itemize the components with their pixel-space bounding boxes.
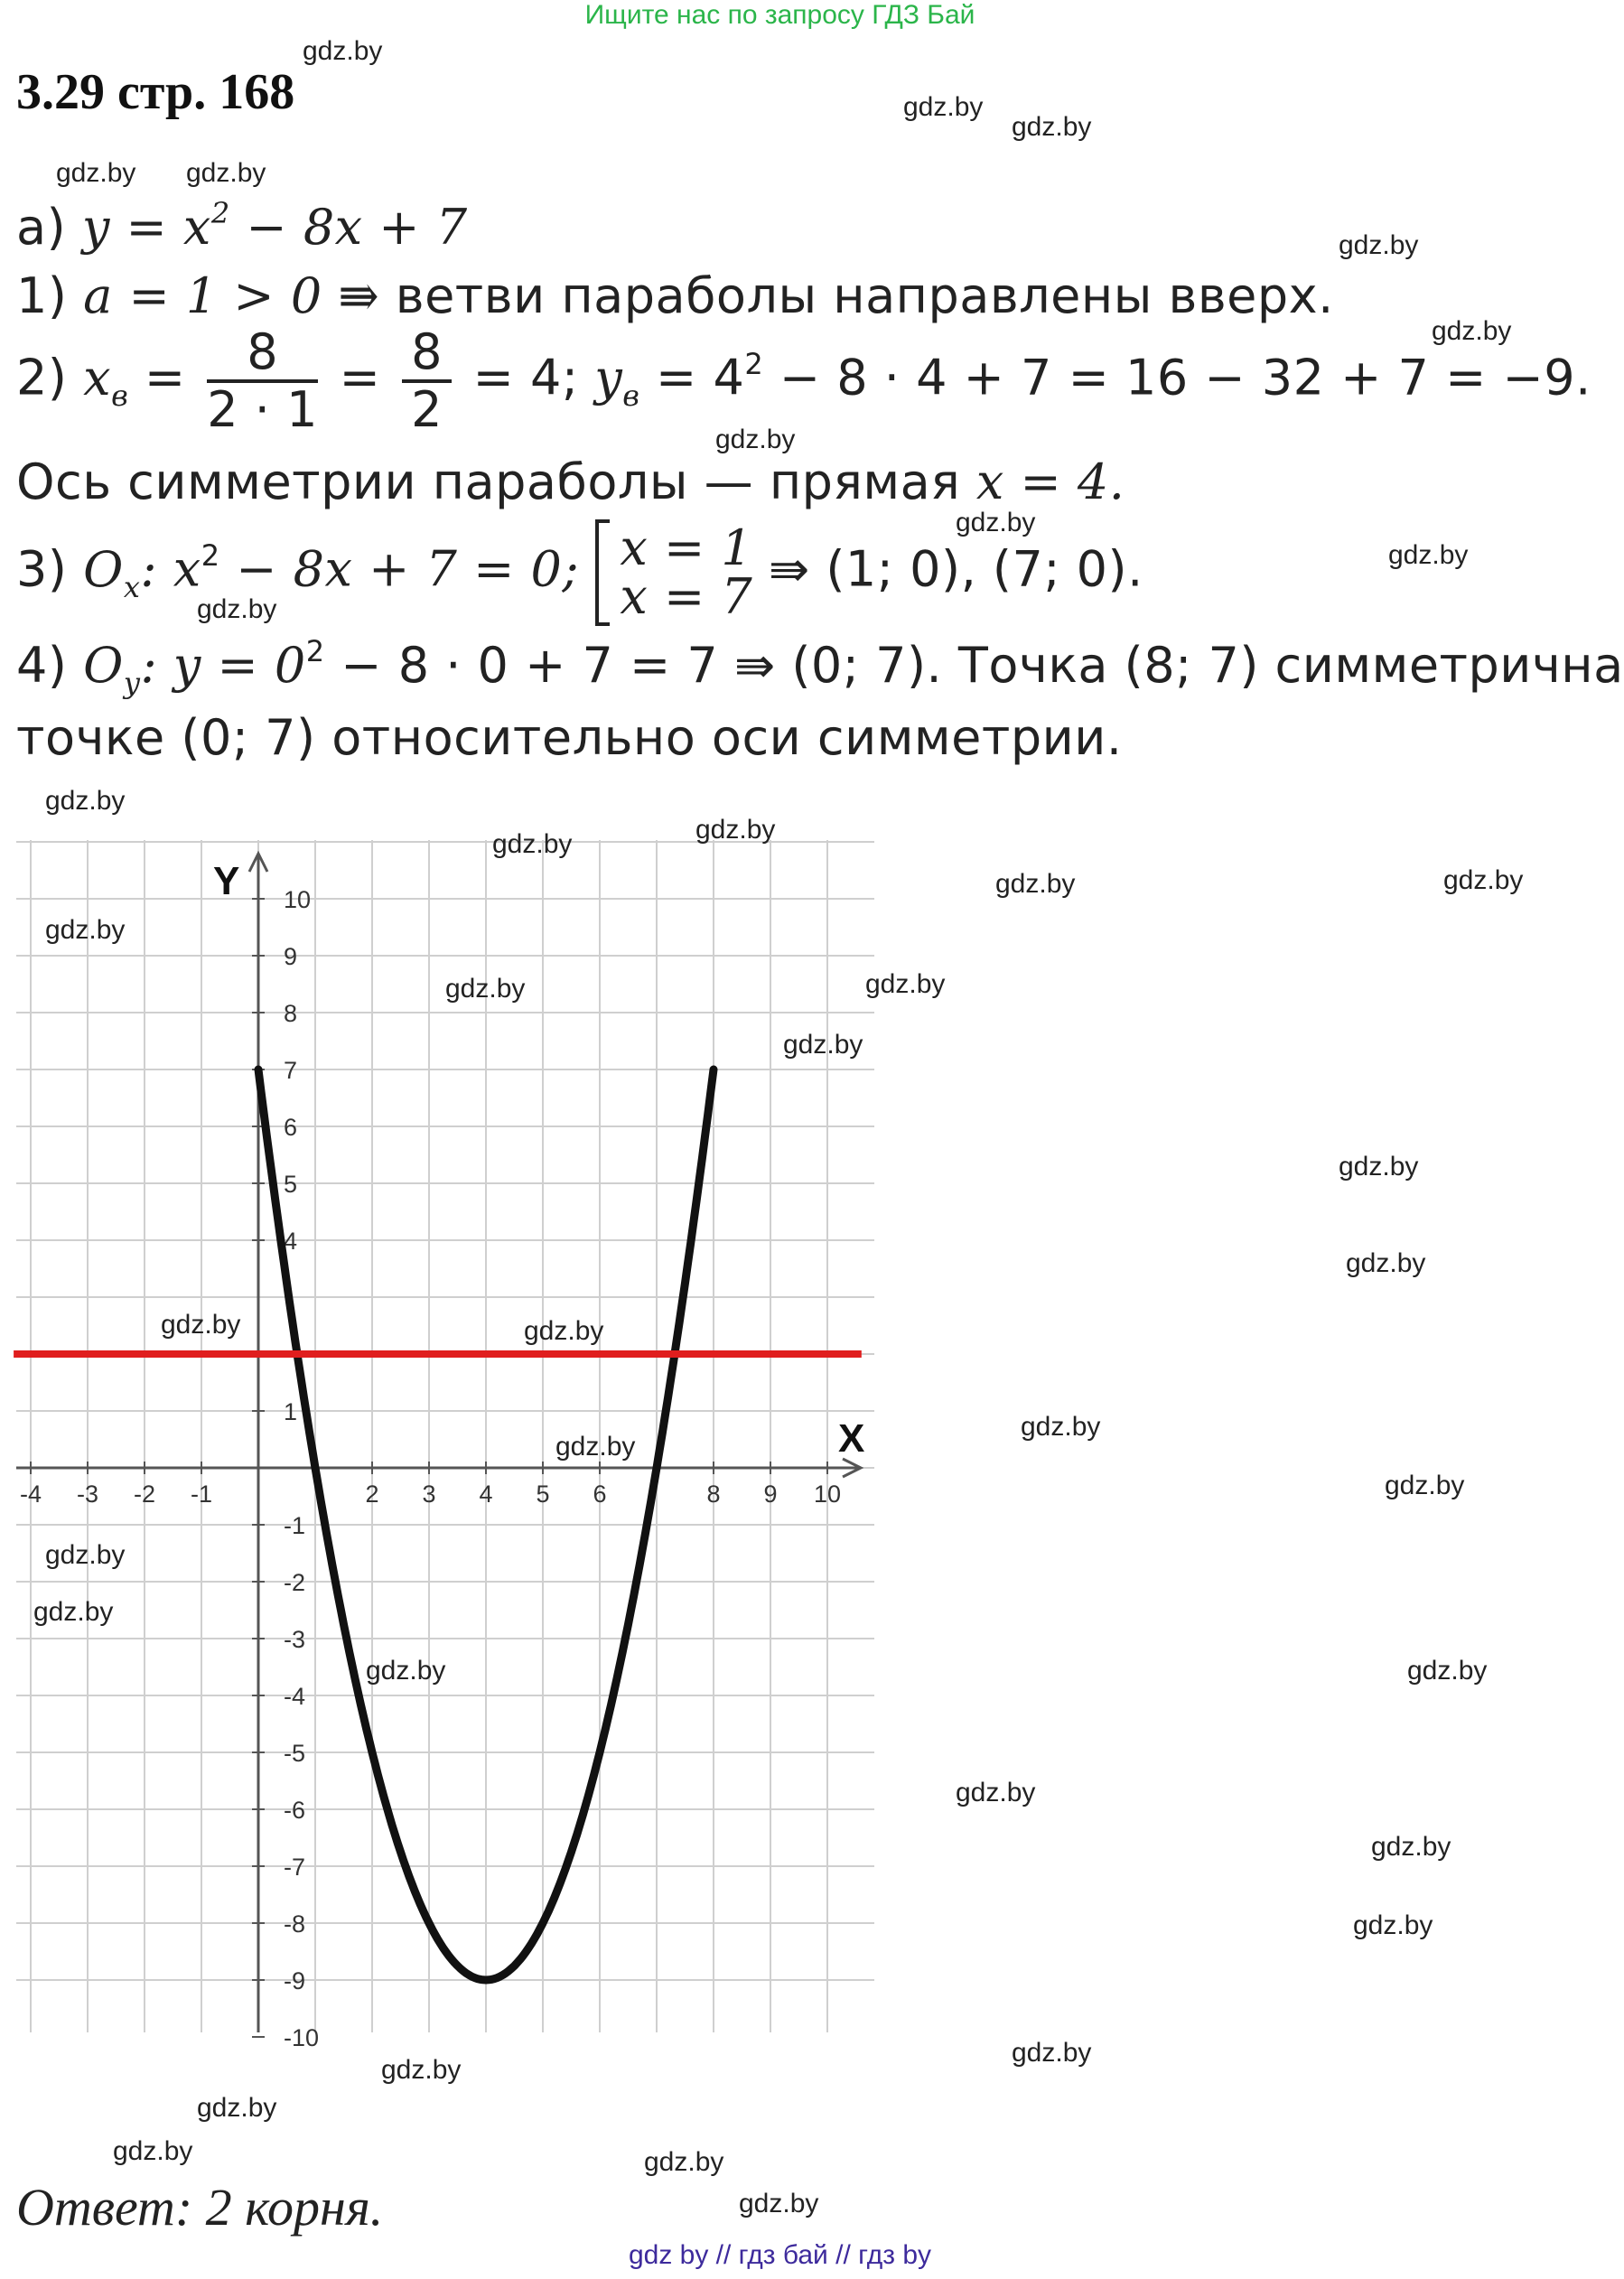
watermark: gdz.by bbox=[56, 158, 136, 188]
y-tick-label: -9 bbox=[284, 1967, 306, 1994]
ox-eq: : x bbox=[140, 540, 201, 598]
answer: Ответ: 2 корня. bbox=[16, 2178, 384, 2237]
equation-line-a bbox=[16, 196, 468, 256]
watermark: gdz.by bbox=[783, 1030, 863, 1060]
y-tick-label: 1 bbox=[284, 1398, 298, 1425]
x-tick-label: -2 bbox=[133, 1480, 156, 1508]
parabola-graph bbox=[16, 840, 883, 2051]
watermark: gdz.by bbox=[865, 969, 946, 999]
x-tick-label: 5 bbox=[536, 1480, 550, 1508]
watermark: gdz.by bbox=[524, 1316, 604, 1346]
grid bbox=[16, 840, 874, 2032]
y-tick-label: 8 bbox=[284, 1000, 298, 1027]
fraction-2: $\frac{8}{2}$ bbox=[402, 325, 452, 437]
step-3-number: 3) bbox=[16, 540, 84, 598]
y-tick-label: -8 bbox=[284, 1910, 306, 1938]
ox-eq-rest: − 8x + 7 = 0; bbox=[219, 540, 580, 598]
step-4: 4) $O_y$: $y = 0^2 - 8 \cdot 0 + 7 = 7$ ⇛ (0; 7). Точка (8; 7) симметрична bbox=[16, 634, 1624, 700]
step-3: 3) $O_x$: $x^2 - 8x + 7 = 0$; x = 1 x = 7 ⇛ (1; 0), (7; 0). bbox=[16, 519, 1143, 625]
x-tick-label: -1 bbox=[190, 1480, 213, 1508]
step-1 bbox=[16, 267, 1334, 324]
watermark: gdz.by bbox=[445, 974, 526, 1004]
watermark: gdz.by bbox=[903, 92, 984, 122]
y-tick-label: 6 bbox=[284, 1114, 298, 1141]
watermark: gdz.by bbox=[1388, 540, 1469, 570]
oy-rest: − 8 · 0 + 7 = 7 ⇛ (0; 7). Точка (8; 7) симметрична bbox=[324, 637, 1624, 694]
x-tick-label: 8 bbox=[706, 1480, 721, 1508]
watermark: gdz.by bbox=[45, 786, 126, 816]
watermark: gdz.by bbox=[113, 2136, 193, 2166]
y-axis-label: Y bbox=[213, 859, 240, 903]
watermark: gdz.by bbox=[1385, 1471, 1465, 1500]
x-tick-label: 6 bbox=[593, 1480, 607, 1508]
watermark: gdz.by bbox=[1353, 1910, 1433, 1940]
watermark: gdz.by bbox=[197, 2093, 277, 2123]
y-tick-label: 10 bbox=[284, 886, 312, 913]
x-axis-label: X bbox=[838, 1416, 865, 1461]
system-bracket bbox=[595, 519, 610, 626]
watermark: gdz.by bbox=[956, 508, 1036, 537]
watermark: gdz.by bbox=[1371, 1832, 1451, 1862]
y-tick-label: 9 bbox=[284, 943, 298, 970]
watermark: gdz.by bbox=[695, 815, 776, 845]
watermark: gdz.by bbox=[303, 36, 383, 66]
step-1-math: a = 1 > 0 ⇛ bbox=[83, 267, 380, 324]
x-tick-label: 9 bbox=[763, 1480, 778, 1508]
ox-label: $O_x$ bbox=[83, 540, 141, 604]
watermark: gdz.by bbox=[33, 1597, 114, 1627]
y-tick-label: -7 bbox=[284, 1854, 306, 1881]
watermark: gdz.by bbox=[161, 1310, 241, 1340]
vertex-x: $x_в$ bbox=[83, 349, 129, 413]
y-tick-label: -10 bbox=[284, 2024, 320, 2051]
y-tick-label: 5 bbox=[284, 1171, 298, 1198]
y-tick-label: -2 bbox=[284, 1569, 306, 1596]
watermark: gdz.by bbox=[555, 1432, 636, 1462]
symmetry-math: x = 4. bbox=[975, 453, 1125, 510]
watermark: gdz.by bbox=[715, 425, 796, 454]
symmetry-axis-line bbox=[16, 453, 1125, 510]
watermark: gdz.by bbox=[1339, 1152, 1419, 1182]
vertex-y-result: − 8 · 4 + 7 = 16 − 32 + 7 = −9. bbox=[763, 349, 1591, 406]
symmetry-point-text: точке (0; 7) относительно оси симметрии. bbox=[16, 709, 1123, 766]
y-tick-label: -5 bbox=[284, 1740, 306, 1767]
y-tick-label: -4 bbox=[284, 1683, 306, 1710]
watermark: gdz.by bbox=[1012, 2038, 1092, 2068]
roots-system: x = 1 x = 7 bbox=[620, 519, 753, 625]
watermark: gdz.by bbox=[1012, 112, 1092, 142]
x-tick-label: 3 bbox=[422, 1480, 436, 1508]
watermark: gdz.by bbox=[1346, 1248, 1426, 1278]
step-1-number: 1) bbox=[16, 267, 68, 324]
symmetry-text: Ось симметрии параболы — прямая bbox=[16, 453, 976, 510]
watermark: gdz.by bbox=[1443, 865, 1524, 895]
watermark: gdz.by bbox=[45, 915, 126, 945]
y-tick-label: -3 bbox=[284, 1626, 306, 1653]
watermark: gdz.by bbox=[956, 1778, 1036, 1807]
watermark: gdz.by bbox=[1339, 230, 1419, 260]
x-tick-label: -3 bbox=[76, 1480, 99, 1508]
watermark: gdz.by bbox=[186, 158, 266, 188]
watermark: gdz.by bbox=[995, 869, 1076, 899]
step-2-number: 2) bbox=[16, 349, 68, 406]
watermark: gdz.by bbox=[381, 2055, 462, 2085]
step-4-continued bbox=[16, 709, 1122, 766]
equation-a: $y = x^2 - 8x + 7$ bbox=[81, 196, 468, 256]
y-tick-label: 4 bbox=[284, 1228, 298, 1255]
watermark: gdz.by bbox=[739, 2189, 819, 2218]
ox-points: ⇛ (1; 0), (7; 0). bbox=[752, 540, 1143, 598]
oy-eq: : y = 0 bbox=[140, 637, 306, 694]
vertex-x-value: = 4; bbox=[472, 349, 579, 406]
x-tick-label: 4 bbox=[479, 1480, 493, 1508]
oy-label: $O_y$ bbox=[83, 637, 141, 700]
axes bbox=[16, 854, 861, 2032]
x-tick-label: 10 bbox=[813, 1480, 842, 1508]
y-tick-label: -1 bbox=[284, 1512, 306, 1539]
step-1-text: ветви параболы направлены вверх. bbox=[379, 267, 1334, 324]
top-banner: Ищите нас по запросу ГДЗ Бай bbox=[584, 0, 975, 30]
x-tick-label: 2 bbox=[365, 1480, 379, 1508]
watermark: gdz.by bbox=[1407, 1656, 1488, 1686]
watermark: gdz.by bbox=[366, 1656, 446, 1686]
y-tick-label: -6 bbox=[284, 1797, 306, 1824]
problem-title: 3.29 стр. 168 bbox=[16, 64, 295, 120]
watermark: gdz.by bbox=[492, 829, 573, 859]
watermark: gdz.by bbox=[197, 594, 277, 624]
label-a: а) bbox=[16, 199, 67, 256]
watermark: gdz.by bbox=[45, 1540, 126, 1570]
footer: gdz by // гдз бай // гдз by bbox=[628, 2240, 932, 2270]
watermark: gdz.by bbox=[1432, 316, 1512, 346]
fraction-1: $\frac{8}{2 \cdot 1}$ bbox=[207, 323, 318, 438]
step-2: 2) $x_в$ = $\frac{8}{2 \cdot 1}$ = $\frac{8}{2}$ = 4; $y_в = 4^2 - 8 \cdot 4 + 7 = 16 - 32 + 7 = -9$. bbox=[16, 323, 1591, 438]
x-tick-label: -4 bbox=[19, 1480, 42, 1508]
watermark: gdz.by bbox=[644, 2147, 724, 2177]
vertex-y-calc: = 4 bbox=[639, 349, 745, 406]
y-tick-label: 7 bbox=[284, 1057, 298, 1084]
watermark: gdz.by bbox=[1021, 1412, 1101, 1442]
step-4-number: 4) bbox=[16, 637, 84, 694]
vertex-y: $y_в$ bbox=[594, 349, 640, 413]
